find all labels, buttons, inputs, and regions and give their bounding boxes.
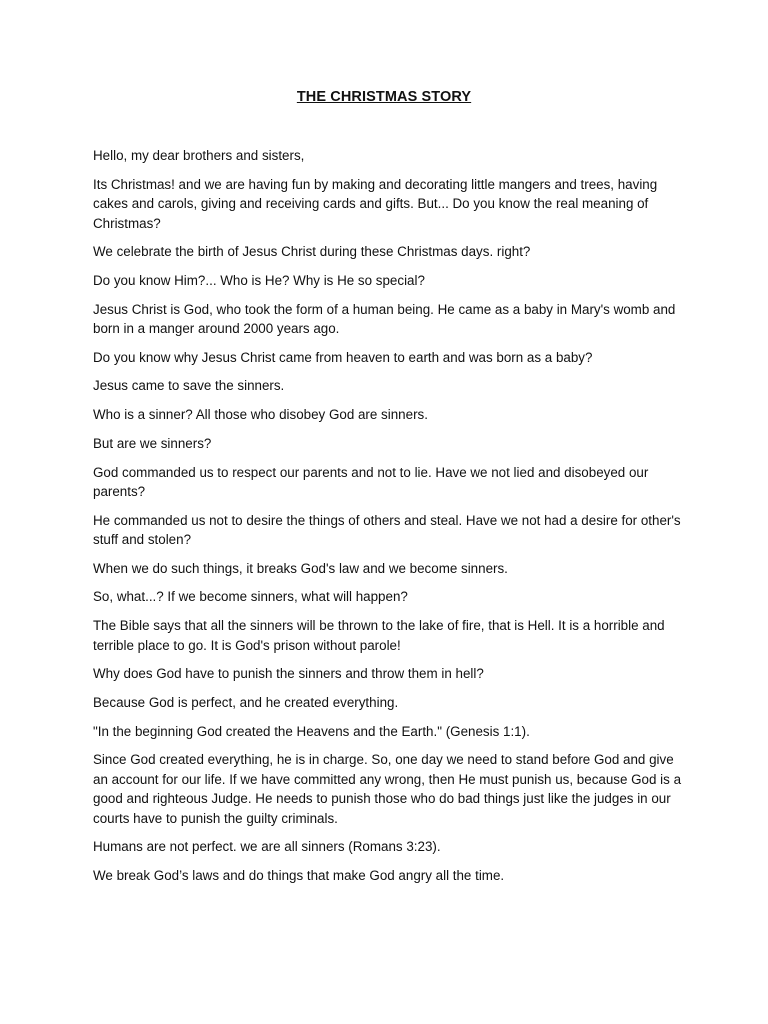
paragraph: Jesus came to save the sinners.	[93, 378, 285, 394]
paragraph: When we do such things, it breaks God's law and we become sinners.	[93, 560, 508, 576]
paragraph: Jesus Christ is God, who took the form of a human being. He came as a baby in Mary's womb and born in a manger around 2000 years ago.	[93, 301, 676, 337]
paragraph: Who is a sinner? All those who disobey God are sinners.	[93, 407, 428, 423]
paragraph: But are we sinners?	[93, 435, 212, 451]
paragraph: Do you know why Jesus Christ came from heaven to earth and was born as a baby?	[93, 349, 593, 365]
paragraph: God commanded us to respect our parents and not to lie. Have we not lied and disobeyed our parents?	[93, 464, 649, 499]
paragraph: He commanded us not to desire the things of others and steal. Have we not had a desire for other's stuff and stolen?	[93, 512, 681, 548]
paragraph: So, what...? If we become sinners, what will happen?	[93, 589, 408, 605]
paragraph: We celebrate the birth of Jesus Christ during these Christmas days. right?	[93, 244, 531, 260]
paragraph: Do you know Him?... Who is He? Why is He so special?	[93, 272, 425, 288]
paragraph: The Bible says that all the sinners will be thrown to the lake of fire, that is Hell. It is a horrible and terrible place to go. It is God's prison without parole!	[93, 618, 665, 653]
document-body	[93, 146, 683, 895]
paragraph: "In the beginning God created the Heavens and the Earth." (Genesis 1:1).	[93, 723, 530, 739]
document-title: THE CHRISTMAS STORY	[296, 89, 472, 105]
paragraph: Humans are not perfect. we are all sinners (Romans 3:23).	[93, 839, 441, 855]
paragraph: Since God created everything, he is in charge. So, one day we need to stand before God and give an account for our life. If we have committed any wrong, then He must punish us, because God is a good and righteous Judge. He needs to punish those who do bad things just like the judges in our courts have to punish the guilty criminals.	[93, 752, 682, 826]
paragraph: Why does God have to punish the sinners and throw them in hell?	[93, 666, 484, 682]
paragraph: Hello, my dear brothers and sisters,	[93, 148, 305, 163]
paragraph: Its Christmas! and we are having fun by making and decorating little mangers and trees, having cakes and carols, giving and receiving cards and gifts. But... Do you know the real meaning of Christmas?	[93, 176, 658, 231]
paragraph: Because God is perfect, and he created everything.	[93, 694, 399, 710]
paragraph: We break God’s laws and do things that make God angry all the time.	[93, 868, 505, 884]
